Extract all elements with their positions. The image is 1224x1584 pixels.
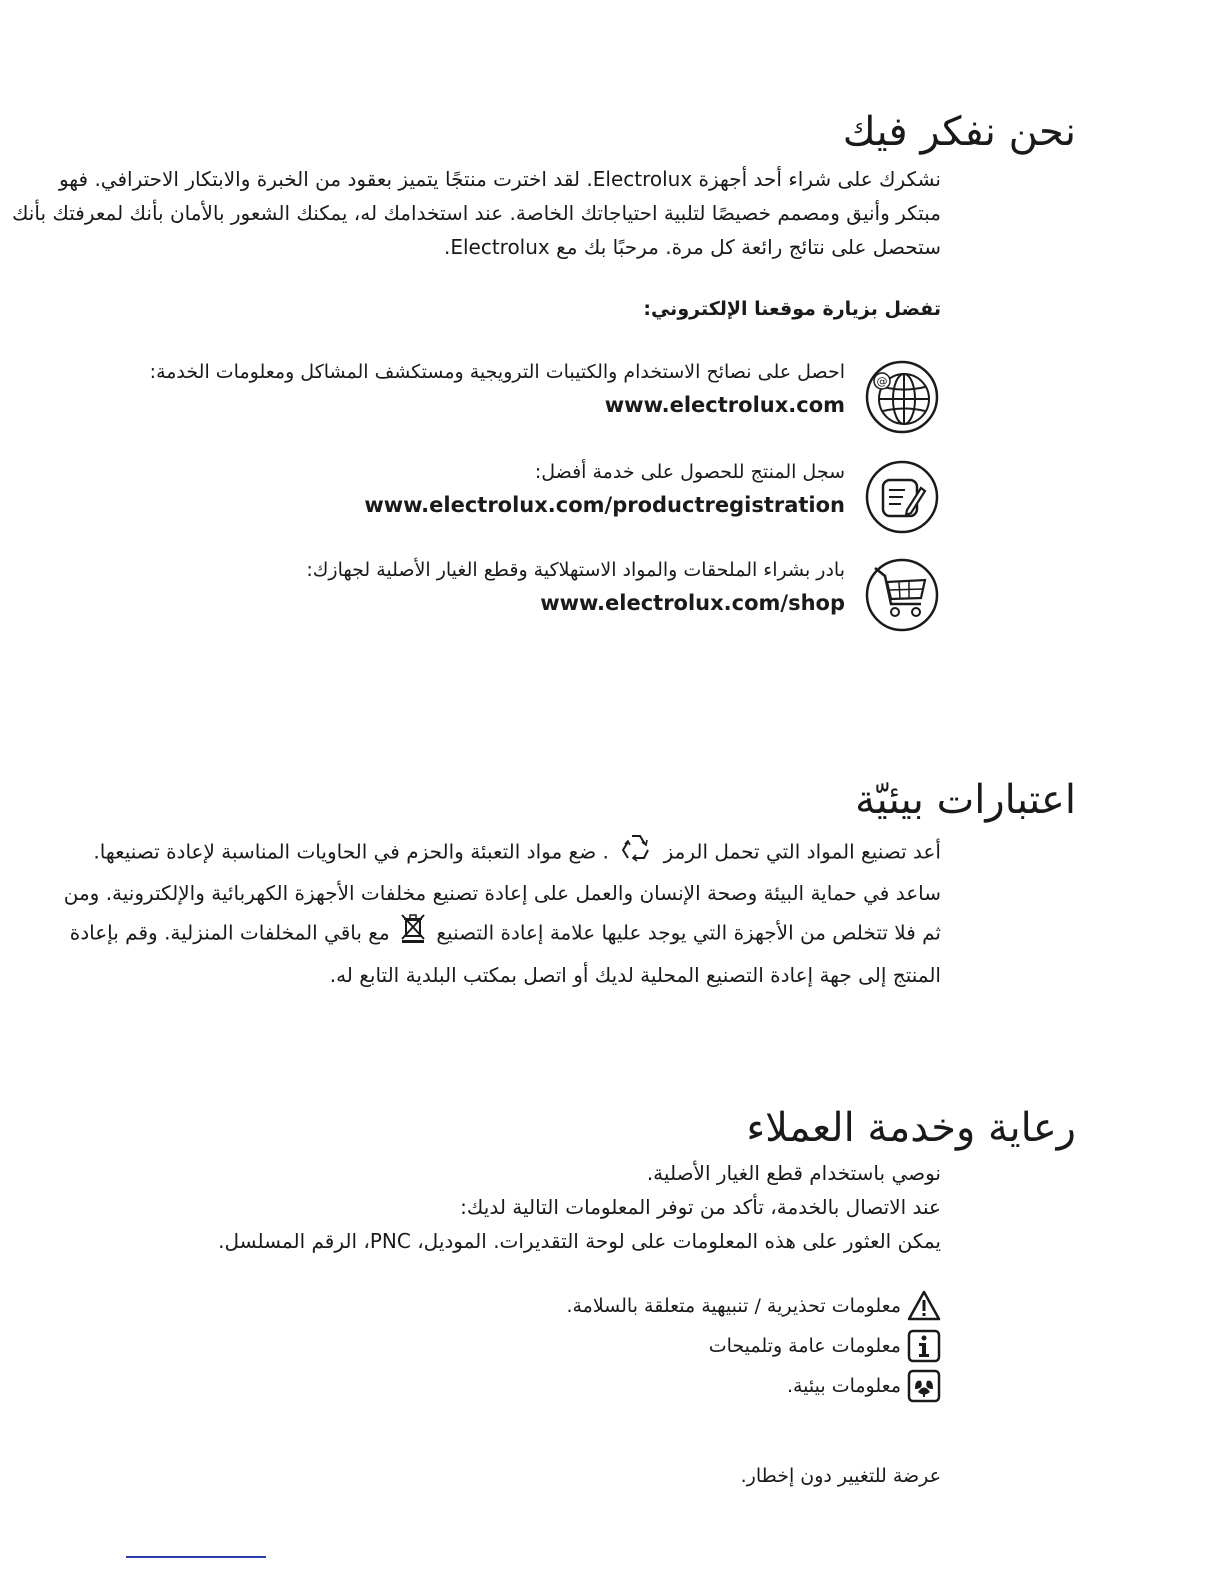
footer-rule — [126, 1556, 266, 1558]
section-title-customer-care: رعاية وخدمة العملاء — [746, 1105, 1076, 1151]
warning-icon — [907, 1289, 941, 1323]
environment-line-4: المنتج إلى جهة إعادة التصنيع المحلية لديك أو اتصل بمكتب البلدية التابع له. — [329, 963, 941, 987]
intro-line-3: ستحصل على نتائج رائعة كل مرة. مرحبًا بك مع Electrolux. — [443, 235, 941, 259]
electrolux-website-link[interactable]: www.electrolux.com — [604, 393, 845, 417]
intro-line-2: مبتكر وأنيق ومصمم خصيصًا لتلبية احتياجاتك الخاصة. عند استخدامك له، يمكنك الشعور بالأمان بأنك لمعرفتك بأنك — [11, 201, 941, 225]
legend-info — [441, 1326, 941, 1366]
register-icon — [863, 458, 941, 536]
customer-care-paragraph — [107, 1156, 941, 1258]
environment-line-1a: أعد تصنيع المواد التي تحمل الرمز — [663, 839, 941, 864]
crossed-bin-icon — [400, 912, 426, 956]
intro-line-1: نشكرك على شراء أحد أجهزة Electrolux. لقد اخترت منتجًا يتميز بعقود من الخبرة والابتكار الاحترافي. فهو — [58, 167, 941, 191]
change-notice: عرضة للتغيير دون إخطار. — [740, 1465, 941, 1487]
recycle-icon — [619, 832, 653, 874]
environment-paragraph — [63, 832, 941, 994]
service-registration-text: سجل المنتج للحصول على خدمة أفضل: — [534, 461, 845, 483]
info-icon — [907, 1329, 941, 1363]
care-line-1: نوصي باستخدام قطع الغيار الأصلية. — [646, 1161, 941, 1185]
cart-icon — [863, 556, 941, 634]
registration-link[interactable]: www.electrolux.com/productregistration — [364, 493, 845, 517]
environment-line-3 — [69, 912, 941, 956]
legend-warning-text: معلومات تحذيرية / تنبيهية متعلقة بالسلامة. — [566, 1295, 901, 1317]
service-shop-text: بادر بشراء الملحقات والمواد الاستهلاكية وقطع الغيار الأصلية لجهازك: — [306, 559, 845, 581]
environment-line-3b: مع باقي المخلفات المنزلية. وقم بإعادة — [69, 920, 390, 945]
environment-line-2: ساعد في حماية البيئة وصحة الإنسان والعمل على إعادة تصنيع مخلفات الأجهزة الكهربائية والإلكترونية. ومن — [63, 881, 941, 905]
svg-text:@: @ — [876, 375, 888, 388]
environment-line-3a: ثم فلا تتخلص من الأجهزة التي يوجد عليها علامة إعادة التصنيع — [436, 920, 941, 945]
service-usage-tips-text: احصل على نصائح الاستخدام والكتيبات الترويجية ومستكشف المشاكل ومعلومات الخدمة: — [149, 361, 845, 383]
care-line-2: عند الاتصال بالخدمة، تأكد من توفر المعلومات التالية لديك: — [460, 1195, 941, 1219]
symbols-legend — [441, 1286, 941, 1406]
visit-website-label: تفضل بزيارة موقعنا الإلكتروني: — [643, 298, 941, 320]
legend-environment — [441, 1366, 941, 1406]
legend-warning — [441, 1286, 941, 1326]
intro-paragraph — [11, 162, 941, 264]
legend-environment-text: معلومات بيئية. — [786, 1375, 901, 1397]
care-line-3: يمكن العثور على هذه المعلومات على لوحة التقديرات. الموديل، PNC، الرقم المسلسل. — [218, 1229, 941, 1253]
globe-icon — [863, 358, 941, 436]
section-title-thinking-of-you: نحن نفكر فيك — [842, 109, 1076, 155]
section-title-environment: اعتبارات بيئيّة — [855, 777, 1076, 823]
environment-icon — [907, 1369, 941, 1403]
shop-link[interactable]: www.electrolux.com/shop — [540, 591, 845, 615]
environment-line-1 — [93, 832, 941, 874]
legend-info-text: معلومات عامة وتلميحات — [708, 1335, 901, 1357]
environment-line-1b: . ضع مواد التعبئة والحزم في الحاويات المناسبة لإعادة تصنيعها. — [93, 839, 609, 864]
